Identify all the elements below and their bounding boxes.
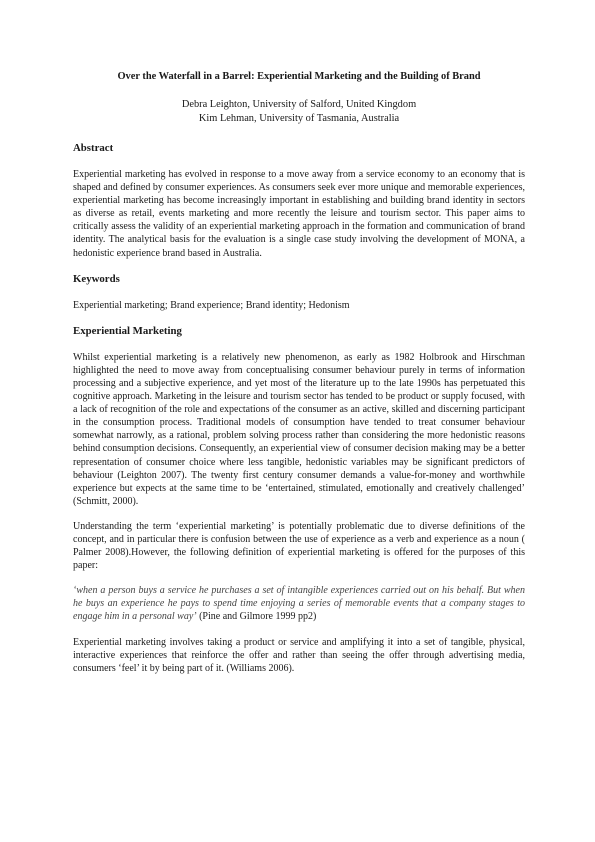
paper-title: Over the Waterfall in a Barrel: Experiential Marketing and the Building of Brand — [117, 71, 481, 82]
paper-page — [73, 70, 525, 687]
keywords-heading: Keywords — [73, 272, 120, 285]
keywords-text: Experiential marketing; Brand experience; Brand identity; Hedonism — [73, 299, 350, 311]
body-paragraph-3: Experiential marketing involves taking a product or service and amplifying it into a set of tangible, physical, interactive experiences that reinforce the offer and rather than seeing the offer through advertising media, consumers ‘feel’ it by being part of it. (Williams 2006). — [73, 636, 525, 674]
quote-text: ‘when a person buys a service he purchases a set of intangible experiences carried out on his behalf. But when he buys an experience he pays to spend time enjoying a series of memorable events that a company stages to engage him in a personal way’ — [73, 585, 525, 623]
block-quote — [73, 584, 525, 623]
body-paragraph-1: Whilst experiential marketing is a relatively new phenomenon, as early as 1982 Holbrook and Hirschman highlighted the need to move away from conceptualising consumer behaviour purely in terms of information processing and a subjective experience, and yet most of the literature up to the late 1990s has perpetuated this cognitive approach. Marketing in the leisure and tourism sector has tended to be product or supply focused, with a lack of recognition of the role and expectations of the consumer as an active, skilled and discerning participant in the consumption process. Traditional models of consumption have tended to treat consumer behaviour somewhat narrowly, as a rational, problem solving process rather than considering the more hedonistic reasons behind consumption decisions. Consequently, an experiential view of consumer decision making may be a better representation of consumer choice where less tangible, hedonistic variables may be significant predictors of behaviour (Leighton 2007). The twenty first century consumer demands a value-for-money and worthwhile experience but expects at the same time to be ‘entertained, stimulated, emotionally and creatively challenged’ (Schmitt, 2000). — [73, 351, 525, 507]
body-paragraph-2: Understanding the term ‘experiential marketing’ is potentially problematic due to diverse definitions of the concept, and in particular there is confusion between the use of experience as a verb and experience as a noun ( Palmer 2008).However, the following definition of experiential marketing is offered for the purposes of this paper: — [73, 520, 525, 572]
section-heading: Experiential Marketing — [73, 324, 182, 337]
author-line-1: Debra Leighton, University of Salford, United Kingdom — [181, 99, 417, 110]
abstract-heading: Abstract — [73, 142, 114, 154]
abstract-text: Experiential marketing has evolved in response to a move away from a service economy to an economy that is shaped and defined by consumer experiences. As consumers seek ever more unique and memorable experiences, experiential marketing has become increasingly important in establishing and building brand identity in sectors as diverse as retail, events marketing and more recently the leisure and tourism sector. This paper aims to critically assess the validity of an experiential marketing approach in the formation and communication of brand identity. The analytical basis for the evaluation is a single case study involving the development of MONA, a hedonistic experience brand based in Australia. — [73, 169, 525, 259]
quote-citation: (Pine and Gilmore 1999 pp2) — [196, 611, 317, 623]
author-block — [73, 98, 525, 126]
author-line-2: Kim Lehman, University of Tasmania, Australia — [198, 113, 400, 124]
